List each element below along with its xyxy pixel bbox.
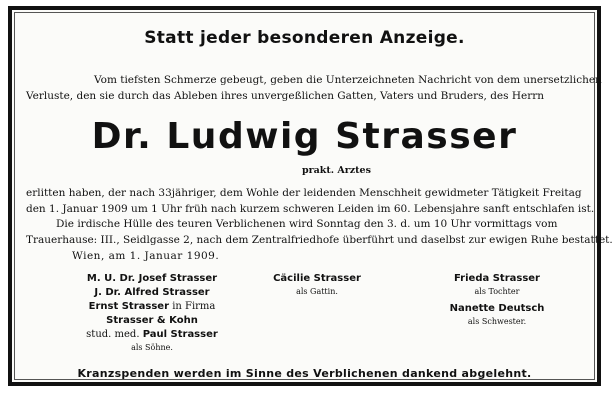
- body-line: Die irdische Hülle des teuren Verblichenen wird Sonntag den 3. d. um 10 Uhr vormittags vom: [56, 218, 558, 230]
- signatory-name: M. U. Dr. Josef Strasser: [86, 273, 218, 284]
- body-line: den 1. Januar 1909 um 1 Uhr früh nach kurzem schweren Leiden im 60. Lebensjahre sanft entschlafen ist.: [26, 202, 595, 215]
- signatory-role: als Gattin.: [296, 287, 338, 296]
- deceased-name: Dr. Ludwig Strasser: [91, 116, 518, 157]
- signatory-group-sons: [52, 272, 252, 354]
- body-paragraph: [26, 186, 613, 248]
- intro-paragraph: [26, 72, 602, 104]
- signatory-name-bold: Paul Strasser: [142, 329, 218, 340]
- deceased-title: prakt. Arztes: [302, 165, 371, 176]
- body-line: erlitten haben, der nach 33jähriger, dem Wohle der leidenden Menschheit gewidmeter Tätigkeit Freitag: [26, 187, 582, 199]
- body-line: Trauerhause: III., Seidlgasse 2, nach dem Zentralfriedhofe überführt und daselbst zur ewigen Ruhe bestattet.: [26, 233, 613, 246]
- signatory-name: Nanette Deutsch: [449, 303, 545, 314]
- signatory-name: Frieda Strasser: [453, 273, 540, 284]
- signatory-role: als Schwester.: [467, 317, 527, 326]
- firm-name: Strasser & Kohn: [106, 315, 198, 326]
- intro-line: Verluste, den sie durch das Ableben ihres unvergeßlichen Gatten, Vaters und Bruders, des Herrn: [26, 90, 545, 102]
- notice-heading: Statt jeder besonderen Anzeige.: [144, 28, 465, 48]
- signatory-role: als Tochter: [474, 287, 520, 296]
- intro-line: Vom tiefsten Schmerze gebeugt, geben die Unterzeichneten Nachricht von dem unersetzlichen: [94, 74, 602, 86]
- signatory-name: Cäcilie Strasser: [273, 273, 361, 284]
- signatory-name: [52, 300, 252, 314]
- signatory-group-family: [412, 272, 582, 328]
- place-date: Wien, am 1. Januar 1909.: [72, 250, 220, 262]
- signatory-name: [52, 328, 252, 342]
- death-notice: [8, 6, 613, 386]
- signatory-role: als Söhne.: [131, 343, 173, 352]
- signatory-group-wife: [242, 272, 392, 298]
- signatory-name-bold: Ernst Strasser: [88, 301, 170, 312]
- signatory-name-prefix: stud. med.: [86, 329, 143, 340]
- signatory-name-suffix: in Firma: [169, 301, 216, 312]
- signatory-name: J. Dr. Alfred Strasser: [94, 287, 210, 298]
- closing-note: Kranzspenden werden im Sinne des Verblichenen dankend abgelehnt.: [77, 367, 532, 380]
